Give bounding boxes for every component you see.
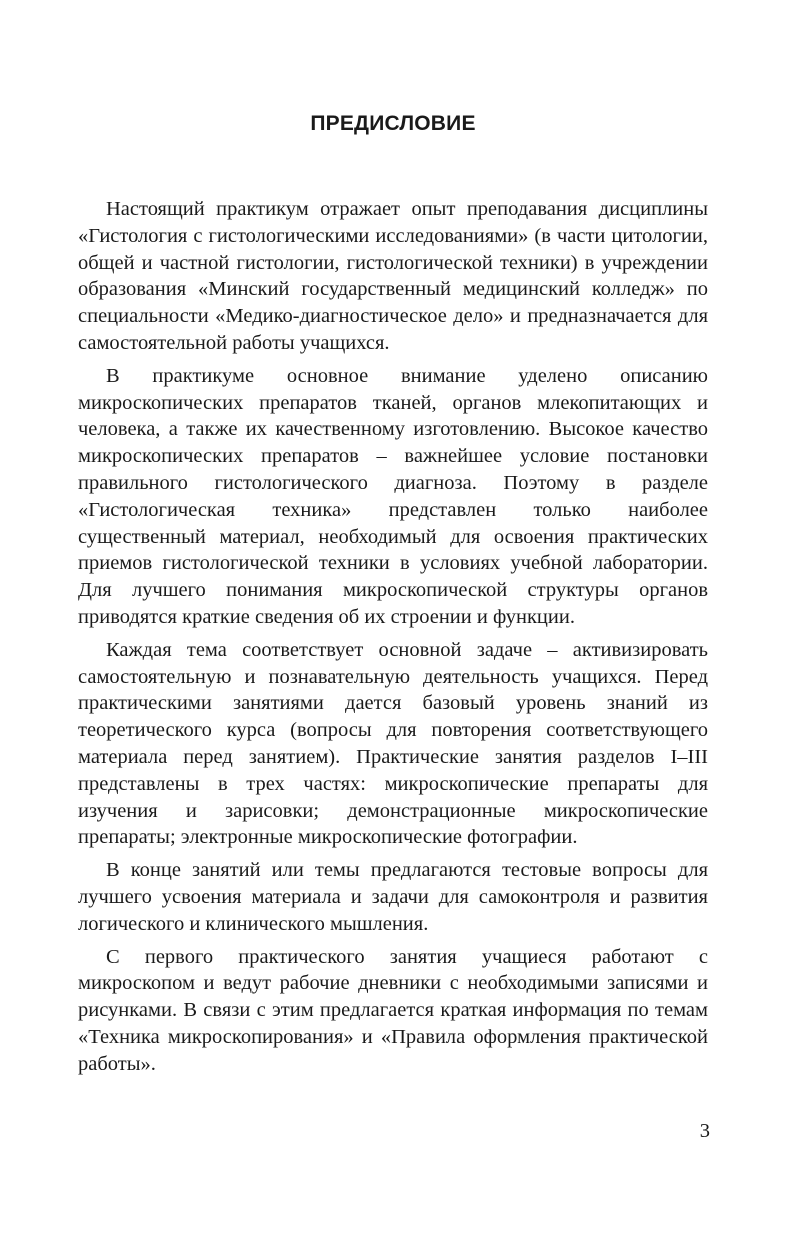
paragraph-4: В конце занятий или темы предлагаются тестовые вопросы для лучшего усвоения материала и задачи для самоконтроля и развития логического и клинического мышления.	[78, 859, 708, 935]
page-number: 3	[699, 1120, 710, 1142]
paragraph-5: С первого практического занятия учащиеся работают с микроскопом и ведут рабочие дневники с необходимыми записями и рисунками. В связи с этим предлагается краткая информация по темам «Техника микроскопирования» и «Правила оформления практической работы».	[78, 945, 708, 1075]
preface-body	[78, 196, 708, 1078]
paragraph-3: Каждая тема соответствует основной задаче – активизировать самостоятельную и познавательную деятельность учащихся. Перед практическими занятиями дается базовый уровень знаний из теоретического курса (вопросы для повторения соответствующего материала перед занятием). Практические занятия разделов I–III представлены в трех частях: микроскопические препараты для изучения и зарисовки; демонстрационные микроскопические препараты; электронные микроскопические фотографии.	[78, 638, 708, 849]
paragraph-1: Настоящий практикум отражает опыт преподавания дисциплины «Гистология с гистологическими исследованиями» (в части цитологии, общей и частной гистологии, гистологической техники) в учреждении образования «Минский государственный медицинский колледж» по специальности «Медико-диагностическое дело» и предназначается для самостоятельной работы учащихся.	[78, 198, 708, 354]
page-title: ПРЕДИСЛОВИЕ	[310, 112, 476, 135]
paragraph-2: В практикуме основное внимание уделено описанию микроскопических препаратов тканей, органов млекопитающих и человека, а также их качественному изготовлению. Высокое качество микроскопических препаратов – важнейшее условие постановки правильного гистологического диагноза. Поэтому в разделе «Гистологическая техника» представлен только наиболее существенный материал, необходимый для освоения практических приемов гистологической техники в условиях учебной лаборатории. Для лучшего понимания микроскопической структуры органов приводятся краткие сведения об их строении и функции.	[78, 364, 708, 628]
